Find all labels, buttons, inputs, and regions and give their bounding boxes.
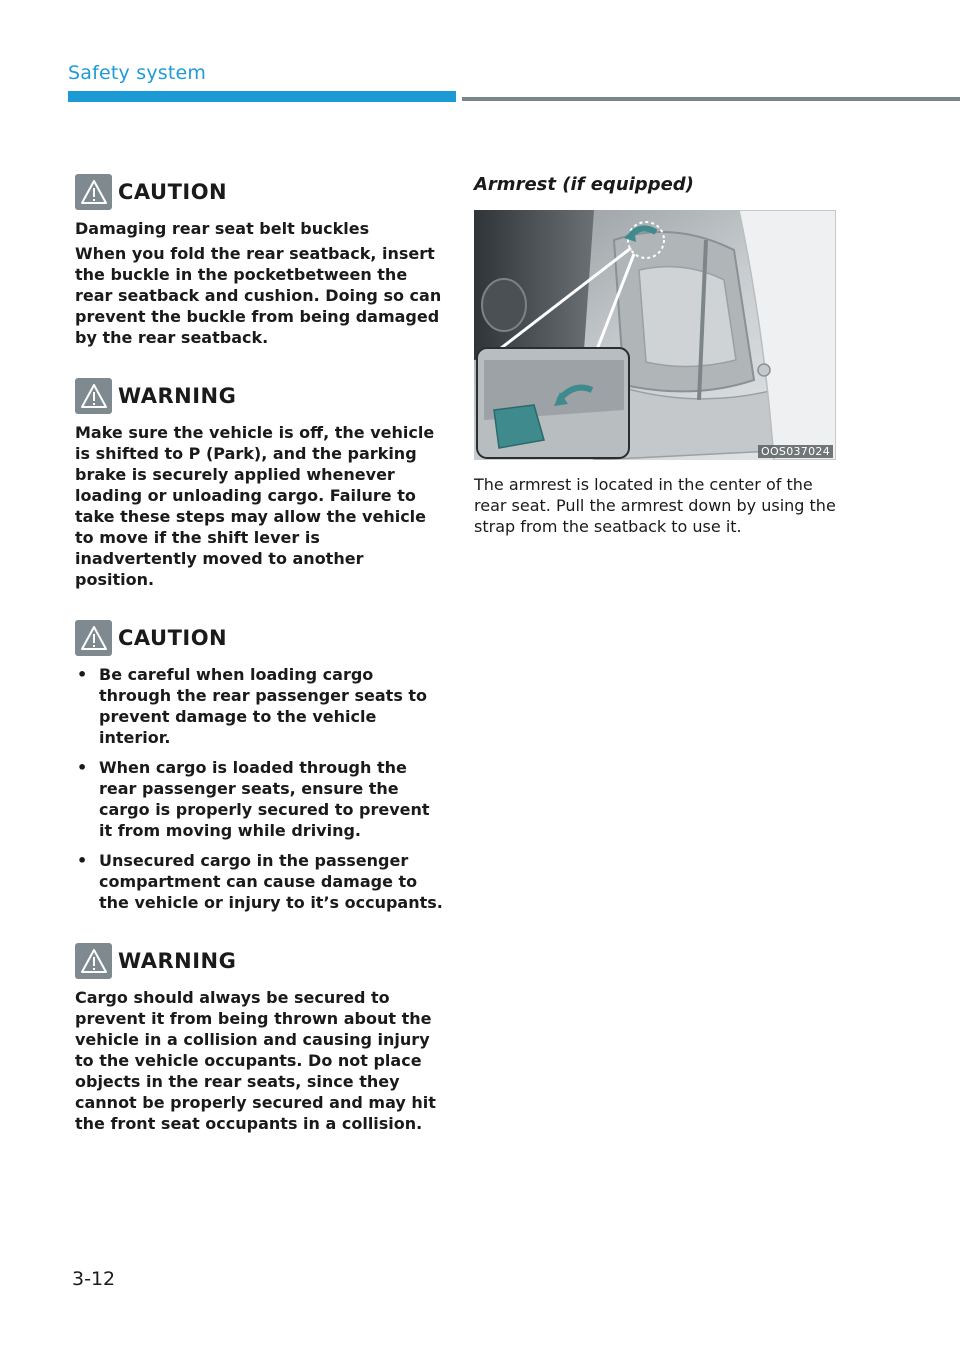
caution-notice-seat-buckles (75, 172, 443, 348)
notice-body: When you fold the rear seatback, insert the buckle in the pocketbetween the rear seatback and cushion. Doing so can prevent the buckle from being damaged by the rear seatback. (75, 244, 442, 347)
notice-type-label: CAUTION (118, 180, 228, 204)
section-header-title: Safety system (68, 62, 207, 84)
notice-subtitle: Damaging rear seat belt buckles (75, 219, 370, 238)
warning-triangle-icon (75, 943, 112, 979)
section-title-armrest: Armrest (if equipped) (474, 174, 694, 195)
armrest-figure (474, 210, 836, 460)
notice-body: Cargo should always be secured to prevent it from being thrown about the vehicle in a collision and causing injury to the vehicle occupants. Do not place objects in the rear seats, since they cannot be properly secured and may hit the front seat occupants in a collision. (75, 988, 436, 1133)
list-item: • Unsecured cargo in the passenger compartment can cause damage to the vehicle or injury to it’s occupants. (75, 850, 443, 913)
warning-triangle-icon (75, 378, 112, 414)
rear-seat-illustration (474, 210, 836, 460)
left-column (75, 172, 443, 1162)
figure-code: OOS037024 (758, 445, 833, 458)
notice-bullet-list (75, 664, 443, 913)
warning-triangle-icon (75, 620, 112, 656)
list-item: • Be careful when loading cargo through the rear passenger seats to prevent damage to the vehicle interior. (75, 664, 443, 748)
right-column (474, 172, 836, 537)
notice-type-label: CAUTION (118, 626, 228, 650)
warning-notice-secure-cargo (75, 941, 443, 1134)
page-number: 3-12 (72, 1268, 116, 1290)
notice-body: Make sure the vehicle is off, the vehicle is shifted to P (Park), and the parking brake is securely applied whenever loading or unloading cargo. Failure to take these steps may allow the vehicle to move if the shift lever is inadvertently moved to another position. (75, 423, 435, 589)
header-rule-blue (68, 91, 456, 102)
armrest-description: The armrest is located in the center of the rear seat. Pull the armrest down by using the strap from the seatback to use it. (474, 475, 836, 536)
list-item: • When cargo is loaded through the rear passenger seats, ensure the cargo is properly secured to prevent it from moving while driving. (75, 757, 443, 841)
caution-notice-cargo (75, 618, 443, 913)
header-rule-gray (462, 97, 960, 101)
warning-triangle-icon (75, 174, 112, 210)
warning-notice-park (75, 376, 443, 590)
notice-type-label: WARNING (118, 949, 237, 973)
notice-type-label: WARNING (118, 384, 237, 408)
